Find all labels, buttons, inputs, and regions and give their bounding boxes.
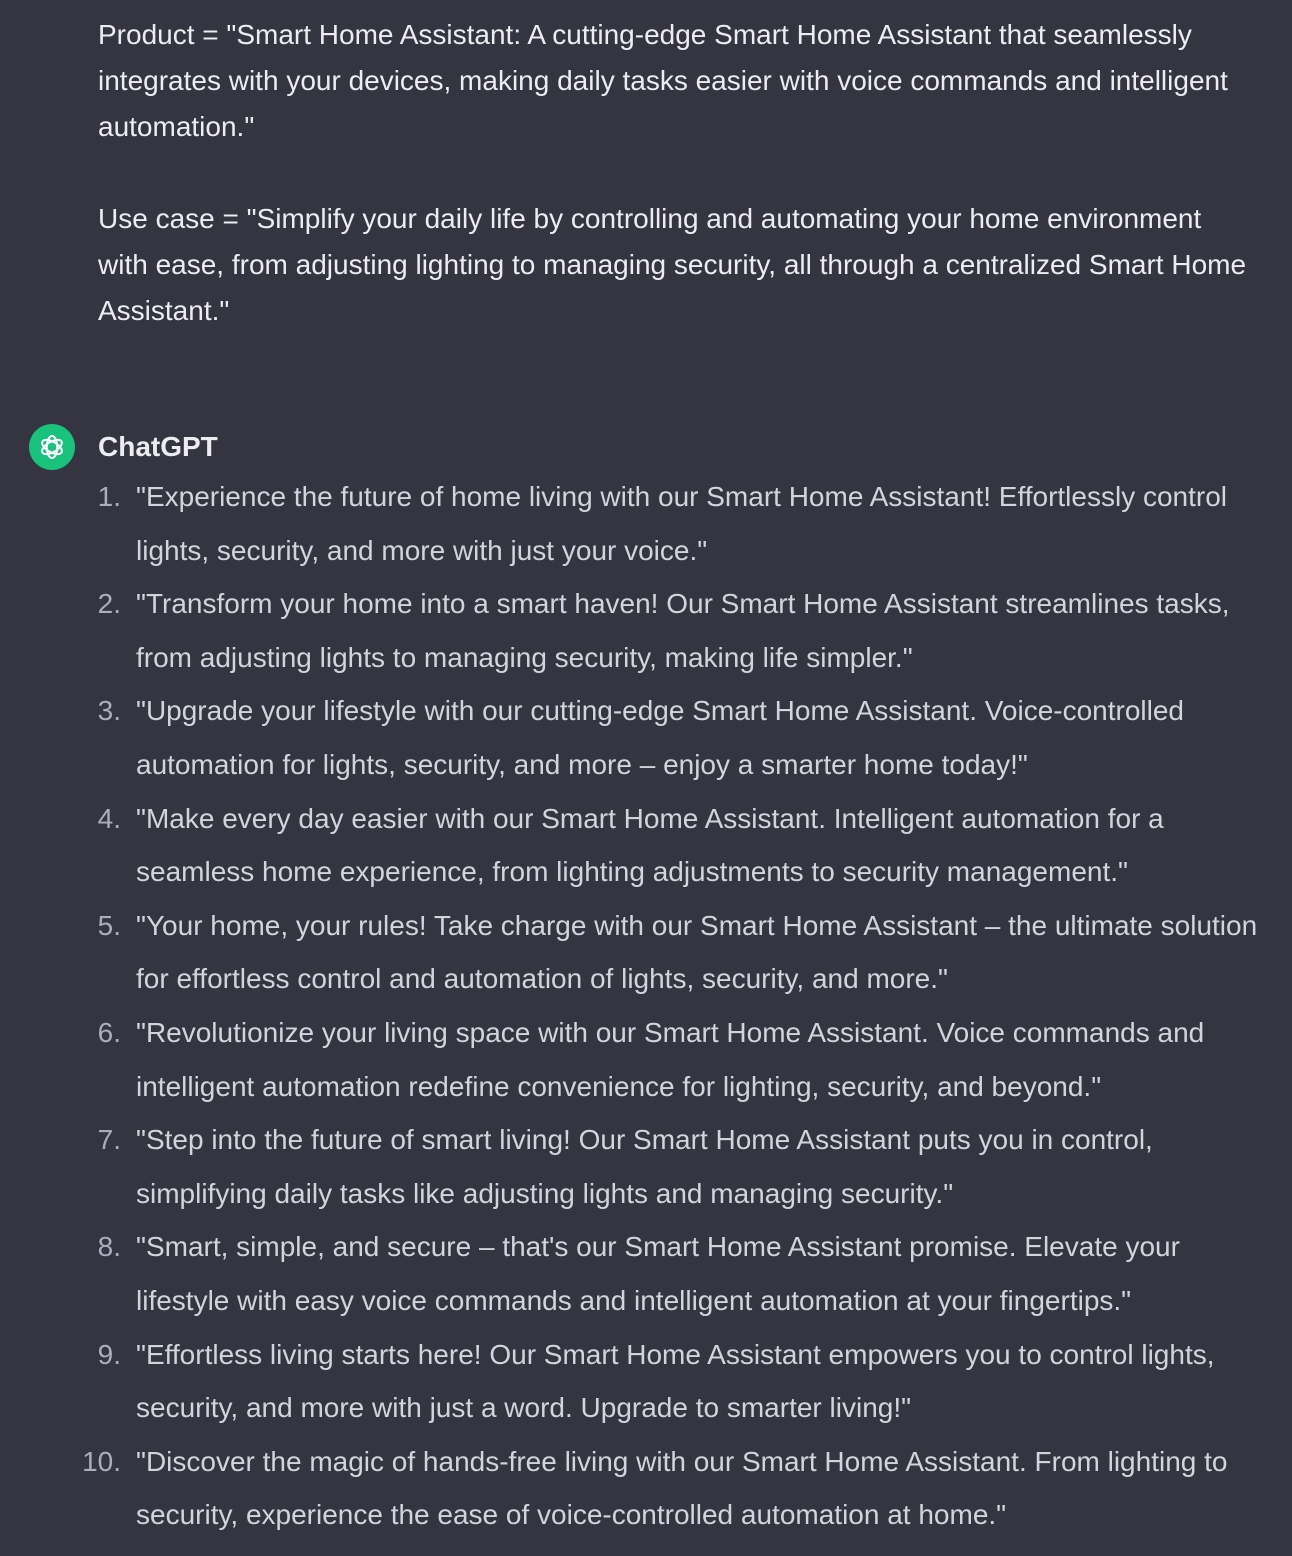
list-text: "Effortless living starts here! Our Smart Home Assistant empowers you to control lights, security, and more with just a word. Upgrade to smarter living!" <box>136 1338 1215 1424</box>
list-number: 9. <box>97 1338 121 1370</box>
list-item <box>0 684 1292 791</box>
list-number: 10. <box>82 1445 121 1477</box>
use-case-text: Use case = "Simplify your daily life by controlling and automating your home environment with ease, from adjusting lighting to managing security, all through a centralized Smart Home Assistant." <box>98 203 1247 326</box>
list-number: 2. <box>97 588 121 620</box>
openai-logo-icon <box>29 424 75 470</box>
response-list <box>0 470 1292 1542</box>
list-text: "Smart, simple, and secure – that's our Smart Home Assistant promise. Elevate your lifestyle with easy voice commands and intelligent automation at your fingertips." <box>136 1231 1180 1316</box>
list-item <box>0 1328 1292 1435</box>
assistant-name: ChatGPT <box>98 431 218 462</box>
list-item <box>0 1113 1292 1220</box>
list-number: 4. <box>97 802 121 834</box>
list-item <box>0 577 1292 684</box>
list-text: "Make every day easier with our Smart Home Assistant. Intelligent automation for a seamless home experience, from lighting adjustments to security management." <box>136 802 1164 888</box>
list-text: "Discover the magic of hands-free living with our Smart Home Assistant. From lighting to security, experience the ease of voice-controlled automation at home." <box>136 1445 1228 1531</box>
list-text: "Revolutionize your living space with our Smart Home Assistant. Voice commands and intelligent automation redefine convenience for lighting, security, and beyond." <box>136 1016 1205 1102</box>
list-number: 3. <box>97 695 121 727</box>
list-item <box>0 1006 1292 1113</box>
list-number: 1. <box>97 481 121 512</box>
list-text: "Your home, your rules! Take charge with our Smart Home Assistant – the ultimate solution for effortless control and automation of lights, security, and more." <box>136 909 1258 995</box>
product-text: Product = "Smart Home Assistant: A cutting-edge Smart Home Assistant that seamlessly integrates with your devices, making daily tasks easier with voice commands and intelligent automation." <box>98 19 1228 142</box>
list-item <box>0 1435 1292 1542</box>
list-item <box>0 1220 1292 1327</box>
list-text: "Step into the future of smart living! Our Smart Home Assistant puts you in control, simplifying daily tasks like adjusting lights and managing security." <box>136 1124 1153 1209</box>
list-item <box>0 792 1292 899</box>
list-number: 6. <box>97 1016 121 1048</box>
user-message <box>98 12 1248 334</box>
list-number: 5. <box>97 909 121 941</box>
list-item <box>0 899 1292 1006</box>
list-number: 7. <box>97 1124 121 1156</box>
list-text: "Upgrade your lifestyle with our cutting-edge Smart Home Assistant. Voice-controlled automation for lights, security, and more – enjoy a smarter home today!" <box>136 695 1184 780</box>
list-text: "Experience the future of home living with our Smart Home Assistant! Effortlessly control lights, security, and more with just your voice." <box>136 481 1228 566</box>
list-text: "Transform your home into a smart haven! Our Smart Home Assistant streamlines tasks, from adjusting lights to managing security, making life simpler." <box>136 588 1230 673</box>
list-item <box>0 470 1292 577</box>
list-number: 8. <box>97 1231 121 1263</box>
